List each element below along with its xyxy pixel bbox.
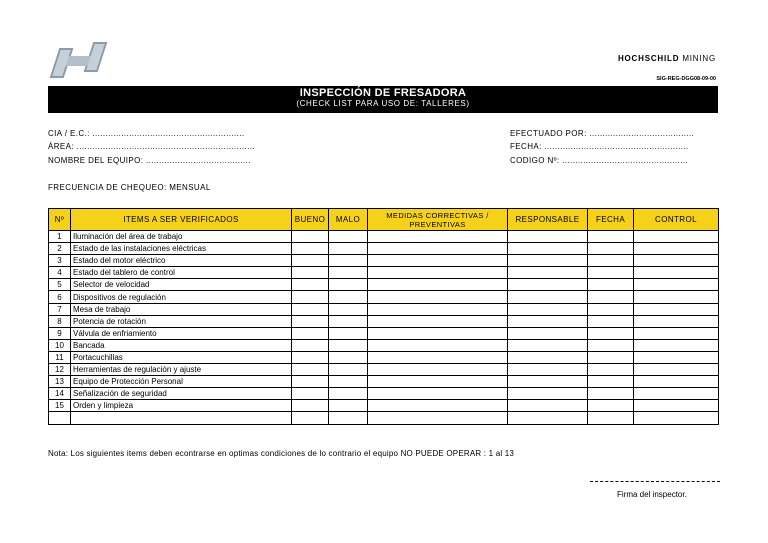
row-medidas-cell[interactable] [368, 267, 508, 279]
row-bueno-cell[interactable] [292, 315, 329, 327]
row-responsable-cell[interactable] [508, 291, 588, 303]
cia-field[interactable]: CIA / E.C.: .......................................................... [48, 129, 245, 138]
row-medidas-cell[interactable] [368, 400, 508, 412]
row-fecha-cell[interactable] [588, 243, 634, 255]
row-item: Portacuchillas [71, 351, 292, 363]
row-control-cell[interactable] [634, 400, 719, 412]
row-number: 1 [49, 231, 71, 243]
row-item: Equipo de Protección Personal [71, 376, 292, 388]
row-malo-cell[interactable] [329, 327, 368, 339]
row-number: 9 [49, 327, 71, 339]
row-responsable-cell[interactable] [508, 243, 588, 255]
area-field[interactable]: ÁREA: .................................................................... [48, 142, 255, 151]
row-bueno-cell[interactable] [292, 267, 329, 279]
row-malo-cell[interactable] [329, 267, 368, 279]
row-fecha-cell[interactable] [588, 388, 634, 400]
row-bueno-cell[interactable] [292, 351, 329, 363]
row-responsable-cell[interactable] [508, 303, 588, 315]
row-fecha-cell[interactable] [588, 327, 634, 339]
row-bueno-cell[interactable] [292, 291, 329, 303]
table-row [49, 400, 719, 412]
col-header-fecha: FECHA [588, 209, 634, 231]
row-fecha-cell[interactable] [588, 339, 634, 351]
row-number: 14 [49, 388, 71, 400]
row-fecha-cell[interactable] [588, 279, 634, 291]
row-item: Dispositivos de regulación [71, 291, 292, 303]
row-malo-cell[interactable] [329, 388, 368, 400]
row-fecha-cell[interactable] [588, 351, 634, 363]
row-bueno-cell[interactable] [292, 303, 329, 315]
row-fecha-cell[interactable] [588, 315, 634, 327]
row-item: Estado del tablero de control [71, 267, 292, 279]
signature-line[interactable] [590, 481, 720, 482]
row-medidas-cell[interactable] [368, 327, 508, 339]
row-responsable-cell[interactable] [508, 388, 588, 400]
table-row [49, 327, 719, 339]
table-row [49, 255, 719, 267]
row-malo-cell[interactable] [329, 291, 368, 303]
row-fecha-cell[interactable] [588, 267, 634, 279]
table-row [49, 339, 719, 351]
table-row [49, 279, 719, 291]
row-malo-cell[interactable] [329, 303, 368, 315]
row-medidas-cell[interactable] [368, 339, 508, 351]
row-control-cell[interactable] [634, 339, 719, 351]
row-number: 7 [49, 303, 71, 315]
row-fecha-cell[interactable] [588, 376, 634, 388]
row-item: Selector de velocidad [71, 279, 292, 291]
row-bueno-cell[interactable] [292, 243, 329, 255]
row-medidas-cell[interactable] [368, 315, 508, 327]
table-row [49, 231, 719, 243]
row-responsable-cell[interactable] [508, 376, 588, 388]
row-bueno-cell[interactable] [292, 412, 329, 424]
row-fecha-cell[interactable] [588, 291, 634, 303]
row-item: Señalización de seguridad [71, 388, 292, 400]
row-responsable-cell[interactable] [508, 339, 588, 351]
row-control-cell[interactable] [634, 327, 719, 339]
row-control-cell[interactable] [634, 315, 719, 327]
table-row [49, 376, 719, 388]
row-malo-cell[interactable] [329, 339, 368, 351]
table-row [49, 303, 719, 315]
row-responsable-cell[interactable] [508, 400, 588, 412]
row-bueno-cell[interactable] [292, 255, 329, 267]
row-malo-cell[interactable] [329, 231, 368, 243]
row-fecha-cell[interactable] [588, 303, 634, 315]
frecuencia-label: FRECUENCIA DE CHEQUEO: MENSUAL [48, 183, 211, 192]
row-item: Estado del motor eléctrico [71, 255, 292, 267]
row-item: Válvula de enfriamiento [71, 327, 292, 339]
table-row [49, 315, 719, 327]
brand-name: HOCHSCHILD MINING [617, 54, 716, 63]
row-fecha-cell[interactable] [588, 412, 634, 424]
signature-label: Firma del inspector. [617, 490, 687, 499]
row-responsable-cell[interactable] [508, 327, 588, 339]
row-item: Estado de las instalaciones eléctricas [71, 243, 292, 255]
row-malo-cell[interactable] [329, 412, 368, 424]
row-medidas-cell[interactable] [368, 255, 508, 267]
col-header-items: ITEMS A SER VERIFICADOS [71, 209, 292, 231]
row-bueno-cell[interactable] [292, 327, 329, 339]
row-control-cell[interactable] [634, 376, 719, 388]
row-bueno-cell[interactable] [292, 388, 329, 400]
col-header-bueno: BUENO [292, 209, 329, 231]
row-fecha-cell[interactable] [588, 400, 634, 412]
row-control-cell[interactable] [634, 255, 719, 267]
row-responsable-cell[interactable] [508, 267, 588, 279]
col-header-control: CONTROL [634, 209, 719, 231]
row-medidas-cell[interactable] [368, 279, 508, 291]
row-bueno-cell[interactable] [292, 339, 329, 351]
row-responsable-cell[interactable] [508, 255, 588, 267]
row-item: Bancada [71, 339, 292, 351]
row-malo-cell[interactable] [329, 243, 368, 255]
row-malo-cell[interactable] [329, 364, 368, 376]
row-control-cell[interactable] [634, 364, 719, 376]
fecha-field[interactable]: FECHA: ....................................................... [510, 142, 689, 151]
row-medidas-cell[interactable] [368, 243, 508, 255]
row-control-cell[interactable] [634, 351, 719, 363]
row-fecha-cell[interactable] [588, 231, 634, 243]
col-header-medidas: MEDIDAS CORRECTIVAS / PREVENTIVAS [368, 209, 508, 231]
row-medidas-cell[interactable] [368, 376, 508, 388]
row-medidas-cell[interactable] [368, 231, 508, 243]
row-fecha-cell[interactable] [588, 255, 634, 267]
table-header-row [49, 209, 719, 231]
row-fecha-cell[interactable] [588, 364, 634, 376]
row-malo-cell[interactable] [329, 315, 368, 327]
row-responsable-cell[interactable] [508, 351, 588, 363]
row-control-cell[interactable] [634, 267, 719, 279]
row-control-cell[interactable] [634, 412, 719, 424]
codigo-field[interactable]: CODIGO Nº: ................................................ [510, 156, 689, 165]
equipo-field[interactable]: NOMBRE DEL EQUIPO: ........................................ [48, 156, 251, 165]
title-bar [48, 86, 718, 113]
row-bueno-cell[interactable] [292, 364, 329, 376]
row-bueno-cell[interactable] [292, 376, 329, 388]
row-bueno-cell[interactable] [292, 231, 329, 243]
row-number: 13 [49, 376, 71, 388]
row-medidas-cell[interactable] [368, 291, 508, 303]
row-bueno-cell[interactable] [292, 400, 329, 412]
col-header-malo: MALO [329, 209, 368, 231]
row-number: 11 [49, 351, 71, 363]
table-row [49, 364, 719, 376]
col-header-responsable: RESPONSABLE [508, 209, 588, 231]
row-number: 6 [49, 291, 71, 303]
row-medidas-cell[interactable] [368, 364, 508, 376]
company-logo [46, 40, 108, 84]
row-malo-cell[interactable] [329, 400, 368, 412]
row-item [71, 412, 292, 424]
row-number: 4 [49, 267, 71, 279]
row-number: 15 [49, 400, 71, 412]
row-malo-cell[interactable] [329, 279, 368, 291]
row-control-cell[interactable] [634, 231, 719, 243]
checklist-table [48, 208, 719, 425]
table-row [49, 243, 719, 255]
document-code: SIG-REG-DGG08-09-00 [656, 76, 716, 82]
row-medidas-cell[interactable] [368, 412, 508, 424]
row-medidas-cell[interactable] [368, 388, 508, 400]
row-number: 8 [49, 315, 71, 327]
row-item: Iluminación del área de trabajo [71, 231, 292, 243]
row-number: 2 [49, 243, 71, 255]
table-row [49, 412, 719, 424]
row-number: 3 [49, 255, 71, 267]
table-row [49, 388, 719, 400]
row-control-cell[interactable] [634, 279, 719, 291]
row-bueno-cell[interactable] [292, 279, 329, 291]
row-item: Herramientas de regulación y ajuste [71, 364, 292, 376]
row-control-cell[interactable] [634, 303, 719, 315]
row-medidas-cell[interactable] [368, 351, 508, 363]
nota-text: Nota: Los siguientes items deben econtrarse en optimas condiciones de lo contrario el equipo NO PUEDE OPERAR : 1 al 13 [48, 449, 515, 458]
page-subtitle: (CHECK LIST PARA USO DE: TALLERES) [296, 99, 470, 108]
row-number: 5 [49, 279, 71, 291]
row-number: 10 [49, 339, 71, 351]
row-malo-cell[interactable] [329, 376, 368, 388]
row-medidas-cell[interactable] [368, 303, 508, 315]
row-responsable-cell[interactable] [508, 315, 588, 327]
table-row [49, 267, 719, 279]
row-control-cell[interactable] [634, 243, 719, 255]
row-responsable-cell[interactable] [508, 279, 588, 291]
row-responsable-cell[interactable] [508, 364, 588, 376]
row-item: Mesa de trabajo [71, 303, 292, 315]
row-number [49, 412, 71, 424]
row-malo-cell[interactable] [329, 255, 368, 267]
row-item: Orden y limpieza [71, 400, 292, 412]
row-control-cell[interactable] [634, 291, 719, 303]
col-header-num: Nº [49, 209, 71, 231]
row-control-cell[interactable] [634, 388, 719, 400]
efectuado-field[interactable]: EFECTUADO POR: ........................................ [510, 129, 695, 138]
row-responsable-cell[interactable] [508, 231, 588, 243]
row-item: Potencia de rotación [71, 315, 292, 327]
row-number: 12 [49, 364, 71, 376]
row-responsable-cell[interactable] [508, 412, 588, 424]
table-row [49, 351, 719, 363]
row-malo-cell[interactable] [329, 351, 368, 363]
page-title: INSPECCIÓN DE FRESADORA [299, 87, 467, 99]
table-row [49, 291, 719, 303]
